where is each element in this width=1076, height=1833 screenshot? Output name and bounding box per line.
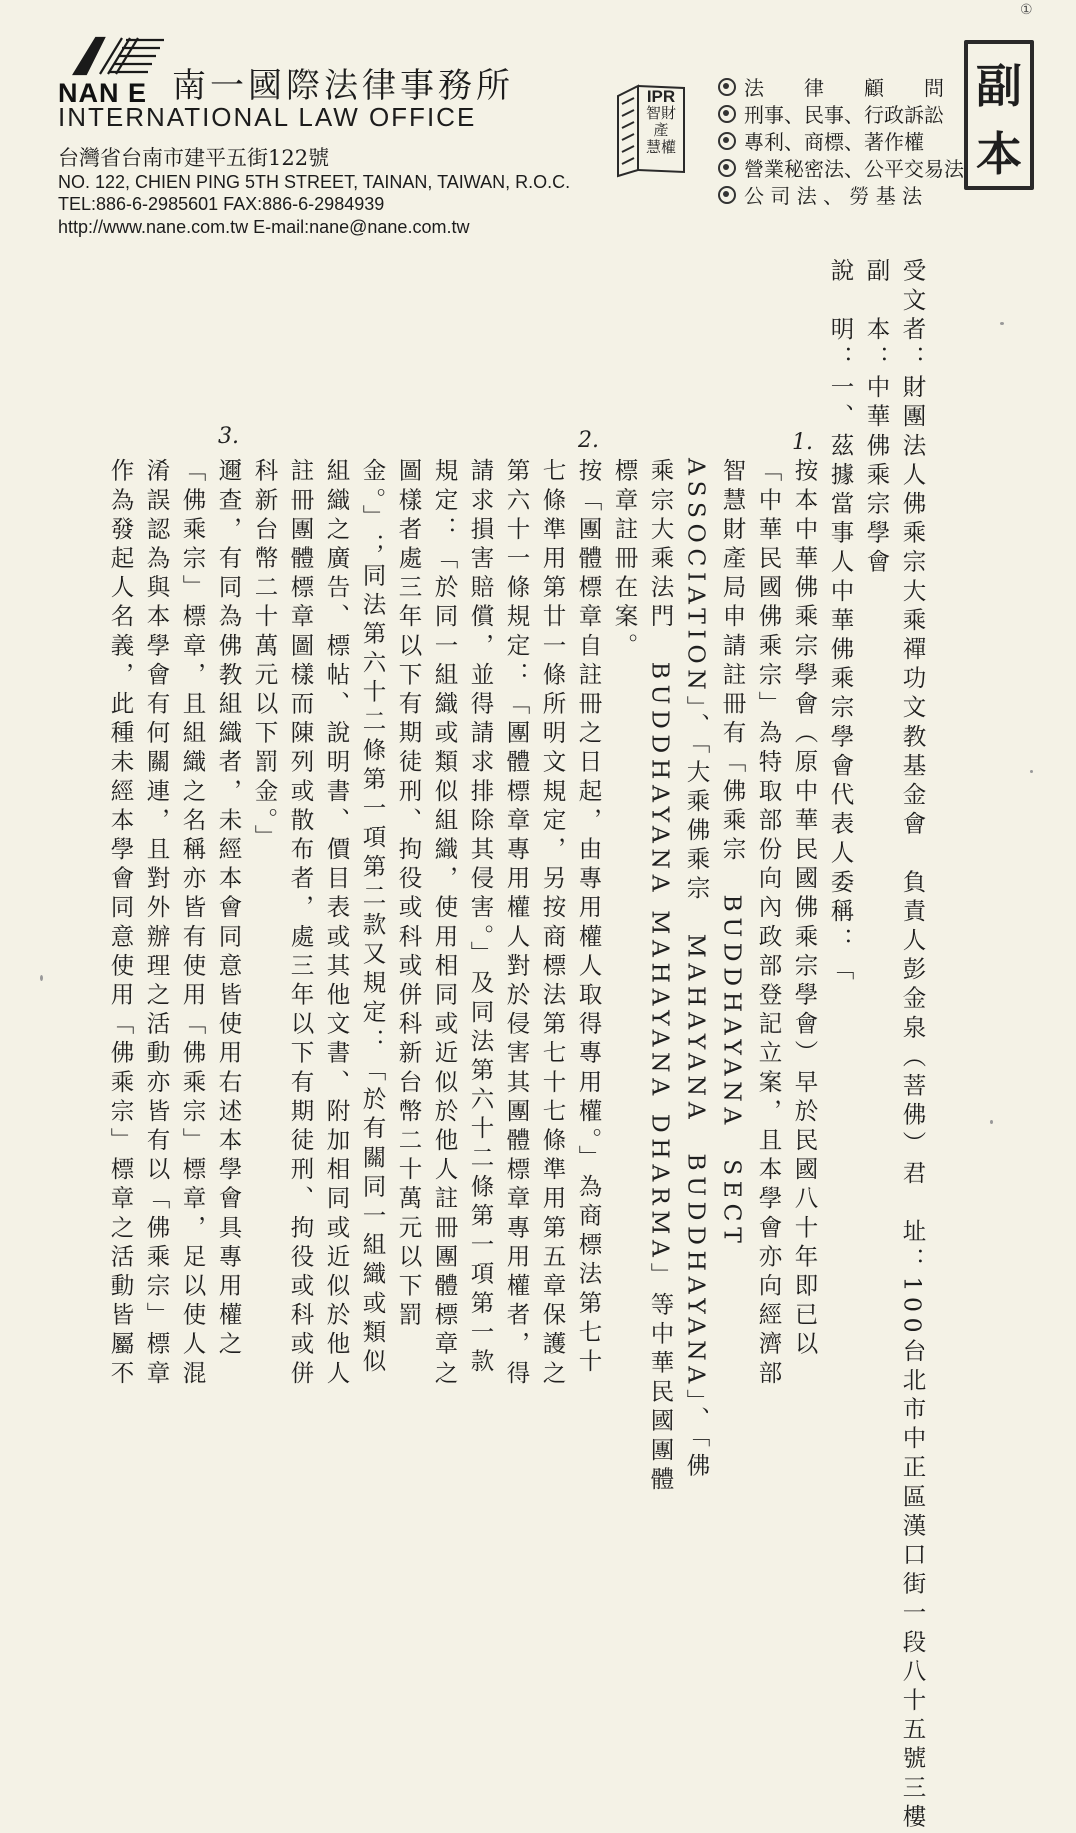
body-line: 七條準用第廿一條所明文規定，另按商標法第七十七條準用第五章保護之: [538, 458, 567, 1390]
body-line: 標章註冊在案。: [610, 458, 639, 662]
item-number-1: 1.: [792, 430, 813, 455]
logo-text: NAN E: [58, 78, 148, 108]
scan-speck: [1030, 770, 1033, 773]
body-line: 科新台幣二十萬元以下罰金。」: [250, 458, 279, 854]
item-number-2: 2.: [578, 428, 599, 453]
tel-fax: TEL:886-6-2985601 FAX:886-6-2984939: [58, 194, 385, 214]
stamp-char-1: 副: [976, 59, 1022, 113]
address-english: NO. 122, CHIEN PING 5TH STREET, TAINAN, TAIWAN, R.O.C.: [58, 172, 571, 192]
scan-speck: [990, 1120, 993, 1124]
body-line: 乘宗大乘法門 BUDDHAYANA MAHAYANA DHARMA」等中華民國團體: [646, 458, 675, 1496]
bullet-icon: [718, 78, 736, 96]
bullet-icon: [718, 159, 736, 177]
body-line: 第六十一條規定：「團體標章專用權人對於侵害其團體標章專用權者，得: [502, 458, 531, 1390]
bullet-icon: [718, 186, 736, 204]
body-line: ASSOCIATION」、「大乘佛乘宗 MAHAYANA BUDDHAYANA」、「佛: [682, 458, 711, 1482]
body-line: 組織之廣告、標帖、說明書、價目表或其他文書、附加相同或近似於他人: [322, 458, 351, 1390]
body-line: 金。」；同法第六十二條第一項第二款又規定：「於有關同一組織或類似: [358, 458, 387, 1378]
body-line: 按本中華佛乘宗學會（原中華民國佛乘宗學會）早於民國八十年即已以: [790, 458, 819, 1361]
ipr-badge-line4: 慧權: [645, 138, 676, 156]
body-line: 「中華民國佛乘宗」為特取部份向內政部登記立案，且本學會亦向經濟部: [754, 458, 783, 1390]
service-item: 公 司 法 、 勞 基 法: [718, 181, 973, 208]
body-line: 註冊團體標章圖樣而陳列或散布者，處三年以下有期徒刑、拘役或科或併: [286, 458, 315, 1390]
body-line: 邇查，有同為佛教組織者，未經本會同意皆使用右述本學會具專用權之: [214, 458, 243, 1361]
firm-name-english: INTERNATIONAL LAW OFFICE: [58, 102, 477, 132]
copy-stamp: [964, 40, 1034, 190]
cc-line: 副 本：中華佛乘宗學會: [862, 258, 891, 579]
service-item: 法 律 顧 問: [718, 73, 973, 100]
firm-logo: [58, 34, 168, 108]
service-item: 專利、商標、著作權: [718, 127, 973, 154]
body-line: 請求損害賠償，並得請求排除其侵害。」及同法第六十二條第一項第一款: [466, 458, 495, 1378]
stamp-char-2: 本: [976, 127, 1022, 181]
ipr-badge: [640, 88, 682, 156]
scan-speck: [1000, 322, 1004, 325]
service-item: 營業秘密法、公平交易法: [718, 154, 973, 181]
page-number-mark: ①: [1020, 2, 1033, 18]
item-number-3: 3.: [218, 424, 239, 449]
service-item: 刑事、民事、行政訴訟: [718, 100, 973, 127]
body-line: 按「團體標章自註冊之日起，由專用權人取得專用權。」為商標法第七十: [574, 458, 603, 1378]
address-chinese: 台灣省台南市建平五街122號: [58, 146, 330, 170]
ipr-badge-line2: 智財: [645, 104, 676, 122]
body-line: 圖樣者處三年以下有期徒刑、拘役或科或併科新台幣二十萬元以下罰: [394, 458, 423, 1331]
body-line: 智慧財產局申請註冊有「佛乘宗 BUDDHAYANA SECT: [718, 458, 747, 1249]
ipr-badge-line1: IPR: [646, 87, 676, 106]
body-line: 淆誤認為與本學會有何關連，且對外辦理之活動亦皆有以「佛乘宗」標章: [142, 458, 171, 1390]
body-line: 「佛乘宗」標章，且組織之名稱亦皆有使用「佛乘宗」標章，足以使人混: [178, 458, 207, 1390]
recipient-line: 受文者：財團法人佛乘宗大乘禪功文教基金會 負責人彭金泉（菩佛）君 址：100台北市中正區漢口街一段八十五號三樓: [898, 258, 927, 1833]
bullet-icon: [718, 132, 736, 150]
service-list: [718, 73, 973, 208]
body-line: 作為發起人名義，此種未經本學會同意使用「佛乘宗」標章之活動皆屬不: [106, 458, 135, 1390]
firm-name-chinese: 南一國際法律事務所: [172, 66, 514, 106]
bullet-icon: [718, 105, 736, 123]
body-line: 規定：「於同一組織或類似組織，使用相同或近似於他人註冊團體標章之: [430, 458, 459, 1390]
scan-speck: [40, 975, 43, 981]
ipr-badge-line3: 產: [653, 121, 669, 139]
web-email: http://www.nane.com.tw E-mail:nane@nane.com.tw: [58, 217, 470, 237]
firm-logo-icon: [70, 34, 166, 78]
explanation-line: 說 明：一、茲據當事人中華佛乘宗學會代表人委稱：「: [826, 258, 855, 986]
